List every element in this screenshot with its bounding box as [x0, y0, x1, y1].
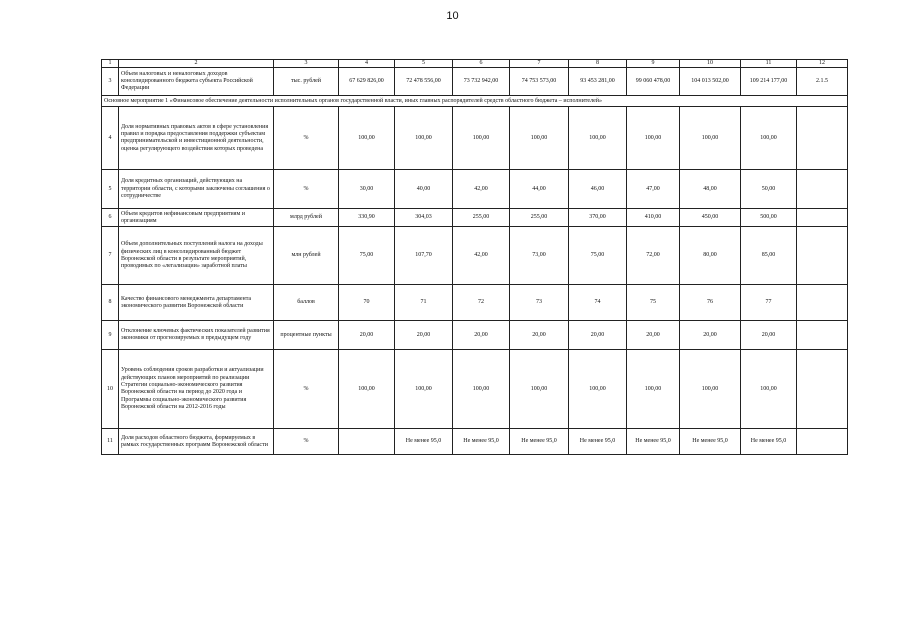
unit-cell: %	[274, 350, 339, 429]
reference-cell	[797, 429, 848, 455]
value-cell: 20,00	[395, 321, 453, 350]
indicators-table	[101, 59, 848, 455]
column-number-cell: 12	[797, 60, 848, 68]
value-cell: 74	[569, 285, 627, 321]
value-cell: 73	[510, 285, 569, 321]
value-cell: 100,00	[627, 350, 680, 429]
unit-cell: млн рублей	[274, 227, 339, 285]
unit-cell: %	[274, 170, 339, 209]
column-number-cell: 9	[627, 60, 680, 68]
value-cell: 44,00	[510, 170, 569, 209]
table-row	[102, 68, 848, 96]
value-cell: 74 753 573,00	[510, 68, 569, 96]
value-cell: Не менее 95,0	[510, 429, 569, 455]
value-cell: 75,00	[569, 227, 627, 285]
reference-cell	[797, 107, 848, 170]
reference-cell: 2.1.5	[797, 68, 848, 96]
value-cell: 330,90	[339, 209, 395, 227]
value-cell: 70	[339, 285, 395, 321]
table-row	[102, 350, 848, 429]
reference-cell	[797, 321, 848, 350]
indicator-name-cell: Доля расходов областного бюджета, формируемых в рамках государственных программ Воронежской области	[119, 429, 274, 455]
value-cell: 104 013 502,00	[680, 68, 741, 96]
unit-cell: %	[274, 429, 339, 455]
indicator-name-cell: Объем налоговых и неналоговых доходов консолидированного бюджета субъекта Российской Федерации	[119, 68, 274, 96]
column-number-cell: 7	[510, 60, 569, 68]
value-cell: 99 060 478,00	[627, 68, 680, 96]
value-cell: Не менее 95,0	[453, 429, 510, 455]
table-row	[102, 107, 848, 170]
value-cell: 100,00	[510, 107, 569, 170]
section-row	[102, 96, 848, 107]
value-cell: 85,00	[741, 227, 797, 285]
value-cell: 100,00	[680, 107, 741, 170]
table-row	[102, 209, 848, 227]
value-cell: 304,03	[395, 209, 453, 227]
page-number: 10	[446, 10, 459, 22]
value-cell: 73,00	[510, 227, 569, 285]
value-cell: 80,00	[680, 227, 741, 285]
indicator-name-cell: Уровень соблюдения сроков разработки и актуализации действующих планов мероприятий по реализации Стратегии социально-экономического развития Воронежской области на период до 2020 года и Программы социально-экономического развития Воронежской области на 2012-2016 годы	[119, 350, 274, 429]
value-cell: Не менее 95,0	[741, 429, 797, 455]
table-row	[102, 321, 848, 350]
value-cell: 20,00	[741, 321, 797, 350]
value-cell: 20,00	[627, 321, 680, 350]
value-cell: 30,00	[339, 170, 395, 209]
column-number-row	[102, 60, 848, 68]
value-cell: 47,00	[627, 170, 680, 209]
value-cell: 100,00	[339, 107, 395, 170]
row-number-cell: 4	[102, 107, 119, 170]
reference-cell	[797, 227, 848, 285]
reference-cell	[797, 285, 848, 321]
unit-cell: тыс. рублей	[274, 68, 339, 96]
row-number-cell: 6	[102, 209, 119, 227]
indicator-name-cell: Объем дополнительных поступлений налога на доходы физических лиц в консолидированный бюджет Воронежской области в результате мероприятий, проводимых по «легализации» заработной платы	[119, 227, 274, 285]
value-cell: 500,00	[741, 209, 797, 227]
value-cell: 20,00	[510, 321, 569, 350]
row-number-cell: 11	[102, 429, 119, 455]
value-cell: 50,00	[741, 170, 797, 209]
value-cell: 100,00	[339, 350, 395, 429]
value-cell: 40,00	[395, 170, 453, 209]
value-cell: 100,00	[741, 350, 797, 429]
reference-cell	[797, 209, 848, 227]
value-cell: 20,00	[680, 321, 741, 350]
value-cell: 75,00	[339, 227, 395, 285]
value-cell: 255,00	[453, 209, 510, 227]
column-number-cell: 1	[102, 60, 119, 68]
section-title: Основное мероприятие 1 «Финансовое обеспечение деятельности исполнительных органов государственной власти, иных главных распорядителей средств областного бюджета – исполнителей»	[102, 96, 848, 107]
table-row	[102, 429, 848, 455]
value-cell: 73 732 942,00	[453, 68, 510, 96]
indicator-name-cell: Доля кредитных организаций, действующих на территории области, с которыми заключены соглашения о сотрудничестве	[119, 170, 274, 209]
value-cell: 42,00	[453, 227, 510, 285]
row-number-cell: 3	[102, 68, 119, 96]
value-cell: 100,00	[453, 350, 510, 429]
value-cell: 410,00	[627, 209, 680, 227]
indicator-name-cell: Доля нормативных правовых актов в сфере установления правил и порядка предоставления поддержки субъектам предпринимательской и инвестиционной деятельности, оценка регулирующего воздействия которых проведена	[119, 107, 274, 170]
value-cell: 100,00	[680, 350, 741, 429]
value-cell: 100,00	[510, 350, 569, 429]
value-cell: Не менее 95,0	[395, 429, 453, 455]
row-number-cell: 9	[102, 321, 119, 350]
value-cell: 100,00	[453, 107, 510, 170]
value-cell: 77	[741, 285, 797, 321]
row-number-cell: 8	[102, 285, 119, 321]
column-number-cell: 8	[569, 60, 627, 68]
value-cell: 72 478 556,00	[395, 68, 453, 96]
value-cell: 20,00	[569, 321, 627, 350]
table-row	[102, 285, 848, 321]
value-cell: 20,00	[339, 321, 395, 350]
value-cell: 109 214 177,00	[741, 68, 797, 96]
row-number-cell: 10	[102, 350, 119, 429]
value-cell: 370,00	[569, 209, 627, 227]
value-cell: 72,00	[627, 227, 680, 285]
value-cell: 93 453 281,00	[569, 68, 627, 96]
column-number-cell: 2	[119, 60, 274, 68]
column-number-cell: 3	[274, 60, 339, 68]
unit-cell: баллов	[274, 285, 339, 321]
column-number-cell: 5	[395, 60, 453, 68]
table-row	[102, 170, 848, 209]
value-cell: 20,00	[453, 321, 510, 350]
value-cell: 72	[453, 285, 510, 321]
value-cell: 46,00	[569, 170, 627, 209]
value-cell: 255,00	[510, 209, 569, 227]
value-cell: 71	[395, 285, 453, 321]
value-cell: 75	[627, 285, 680, 321]
reference-cell	[797, 350, 848, 429]
value-cell: 450,00	[680, 209, 741, 227]
value-cell: 100,00	[741, 107, 797, 170]
table-row	[102, 227, 848, 285]
value-cell: 100,00	[395, 107, 453, 170]
value-cell: 42,00	[453, 170, 510, 209]
value-cell: Не менее 95,0	[627, 429, 680, 455]
column-number-cell: 6	[453, 60, 510, 68]
value-cell: 100,00	[569, 107, 627, 170]
unit-cell: процентные пункты	[274, 321, 339, 350]
value-cell: 100,00	[395, 350, 453, 429]
unit-cell: млрд рублей	[274, 209, 339, 227]
indicator-name-cell: Качество финансового менеджмента департамента экономического развития Воронежской области	[119, 285, 274, 321]
column-number-cell: 4	[339, 60, 395, 68]
value-cell: 67 629 826,00	[339, 68, 395, 96]
indicator-name-cell: Объем кредитов нефинансовым предприятиям и организациям	[119, 209, 274, 227]
row-number-cell: 5	[102, 170, 119, 209]
value-cell: 48,00	[680, 170, 741, 209]
value-cell	[339, 429, 395, 455]
column-number-cell: 11	[741, 60, 797, 68]
value-cell: Не менее 95,0	[680, 429, 741, 455]
unit-cell: %	[274, 107, 339, 170]
value-cell: 100,00	[627, 107, 680, 170]
reference-cell	[797, 170, 848, 209]
value-cell: Не менее 95,0	[569, 429, 627, 455]
indicator-name-cell: Отклонение ключевых фактических показателей развития экономики от прогнозируемых в предыдущем году	[119, 321, 274, 350]
column-number-cell: 10	[680, 60, 741, 68]
value-cell: 100,00	[569, 350, 627, 429]
value-cell: 107,70	[395, 227, 453, 285]
value-cell: 76	[680, 285, 741, 321]
row-number-cell: 7	[102, 227, 119, 285]
